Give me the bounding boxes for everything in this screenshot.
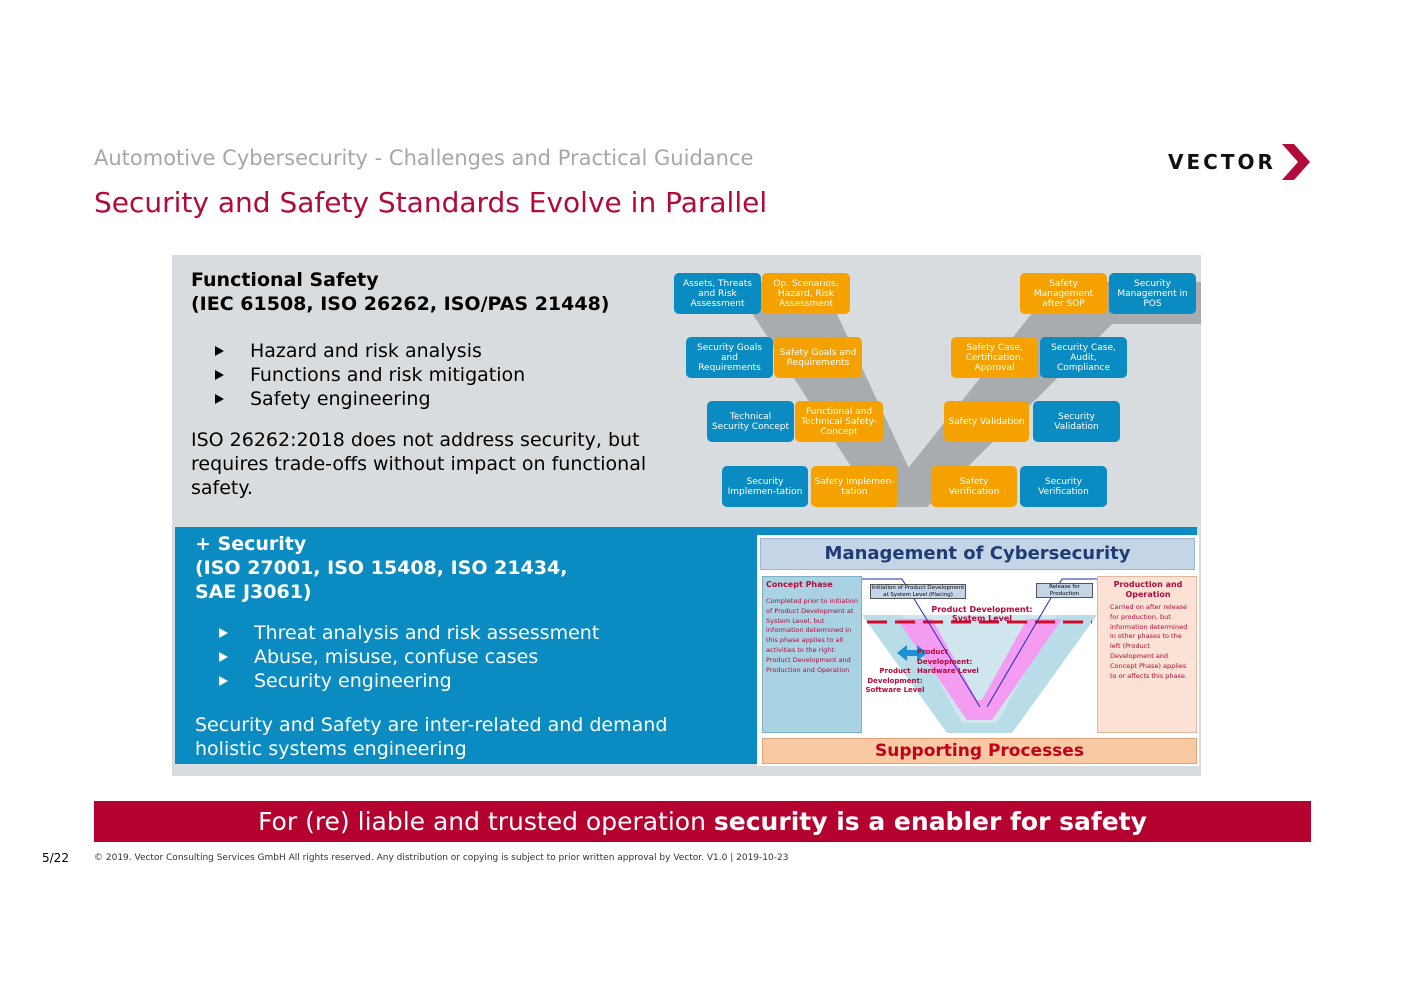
presentation-subtitle: Automotive Cybersecurity - Challenges and Practical Guidance xyxy=(94,146,754,170)
software-level-label: Product Development: Software Level xyxy=(865,667,925,694)
list-item xyxy=(215,363,525,387)
v-box: Safety Goals and Requirements xyxy=(774,337,862,378)
slide-title: Security and Safety Standards Evolve in Parallel xyxy=(94,186,768,219)
key-message-banner xyxy=(94,801,1311,842)
bullet-text: Abuse, misuse, confuse cases xyxy=(254,646,539,668)
chevron-logo-icon xyxy=(1280,144,1312,180)
functional-safety-bullets xyxy=(215,339,525,411)
v-box: Safety Implemen-tation xyxy=(811,466,898,507)
bullet-icon xyxy=(219,652,228,662)
supporting-processes-bar: Supporting Processes xyxy=(762,738,1197,764)
list-item xyxy=(219,621,599,645)
banner-bold-text: security is a enabler for safety xyxy=(713,807,1147,836)
concept-phase-box xyxy=(762,576,862,733)
bullet-icon xyxy=(219,628,228,638)
v-model-diagram xyxy=(672,262,1201,512)
security-strip xyxy=(757,527,1197,535)
production-operation-box xyxy=(1097,576,1197,733)
v-box: Security Management in POS xyxy=(1109,273,1196,314)
production-operation-title: Production and Operation xyxy=(1113,580,1183,599)
system-level-label: Product Development: System Level xyxy=(931,605,1033,623)
bullet-icon xyxy=(215,346,224,356)
v-box: Security Implemen-tation xyxy=(722,466,808,507)
bullet-text: Hazard and risk analysis xyxy=(250,340,482,362)
concept-phase-text: Completed prior to initiation of Product Development at System Level, but information determined in this phase applies to all activities to the right: Product Development and Production and Operation xyxy=(766,597,858,674)
bullet-text: Safety engineering xyxy=(250,388,431,410)
v-box: Assets, Threats and Risk Assessment xyxy=(674,273,761,314)
v-box: Safety Verification xyxy=(931,466,1017,507)
v-box: Security Validation xyxy=(1033,401,1120,442)
copyright-text: © 2019. Vector Consulting Services GmbH All rights reserved. Any distribution or copying is subject to prior written approval by Vector. V1.0 | 2019-10-23 xyxy=(94,853,789,863)
bullet-text: Functions and risk mitigation xyxy=(250,364,526,386)
bullet-icon xyxy=(215,370,224,380)
v-box: Safety Validation xyxy=(944,401,1029,442)
banner-text: For (re) liable and trusted operation xyxy=(258,807,714,836)
security-heading-line3: SAE J3061) xyxy=(195,581,312,603)
v-box: Security Case, Audit, Compliance xyxy=(1040,337,1127,378)
bullet-text: Security engineering xyxy=(254,670,452,692)
bullet-icon xyxy=(219,676,228,686)
security-bullets xyxy=(219,621,599,693)
bullet-icon xyxy=(215,394,224,404)
v-box: Functional and Technical Safety-Concept xyxy=(795,401,883,442)
hardware-level-label: Product Development: Hardware Level xyxy=(917,648,979,675)
functional-safety-note: ISO 26262:2018 does not address security, but requires trade-offs without impact on functional safety. xyxy=(191,429,647,499)
v-box: Safety Case, Certification, Approval xyxy=(951,337,1038,378)
security-heading-line1: + Security xyxy=(195,533,307,555)
v-box: Op. Scenarios, Hazard, Risk Assessment xyxy=(762,273,850,314)
initiation-label: Initiation of Product Development at System Level (Placing) xyxy=(871,585,965,598)
logo-text: VECTOR xyxy=(1168,150,1276,174)
cybersecurity-management-figure xyxy=(757,535,1199,766)
list-item xyxy=(215,387,525,411)
v-box: Security Goals and Requirements xyxy=(686,337,773,378)
fs-heading-line2: (IEC 61508, ISO 26262, ISO/PAS 21448) xyxy=(191,293,610,315)
functional-safety-heading xyxy=(191,268,610,316)
v-box: Technical Security Concept xyxy=(707,401,794,442)
production-operation-text: Carried on after release for production, but information determined in other phases to the left (Product Development and Concept Phase) applies to or affects this phase. xyxy=(1110,603,1188,680)
bullet-text: Threat analysis and risk assessment xyxy=(254,622,600,644)
fs-heading-line1: Functional Safety xyxy=(191,269,379,291)
figure-title: Management of Cybersecurity xyxy=(760,538,1195,570)
security-heading-line2: (ISO 27001, ISO 15408, ISO 21434, xyxy=(195,557,568,579)
list-item xyxy=(215,339,525,363)
list-item xyxy=(219,669,599,693)
page-number: 5/22 xyxy=(42,851,69,865)
list-item xyxy=(219,645,599,669)
release-label: Release for Production xyxy=(1036,583,1093,598)
security-note: Security and Safety are inter-related and demand holistic systems engineering xyxy=(195,714,668,760)
v-box: Safety Management after SOP xyxy=(1020,273,1107,314)
security-heading xyxy=(195,532,635,604)
vector-logo xyxy=(1168,143,1313,181)
concept-phase-title: Concept Phase xyxy=(766,580,833,589)
v-box: Security Verification xyxy=(1020,466,1107,507)
